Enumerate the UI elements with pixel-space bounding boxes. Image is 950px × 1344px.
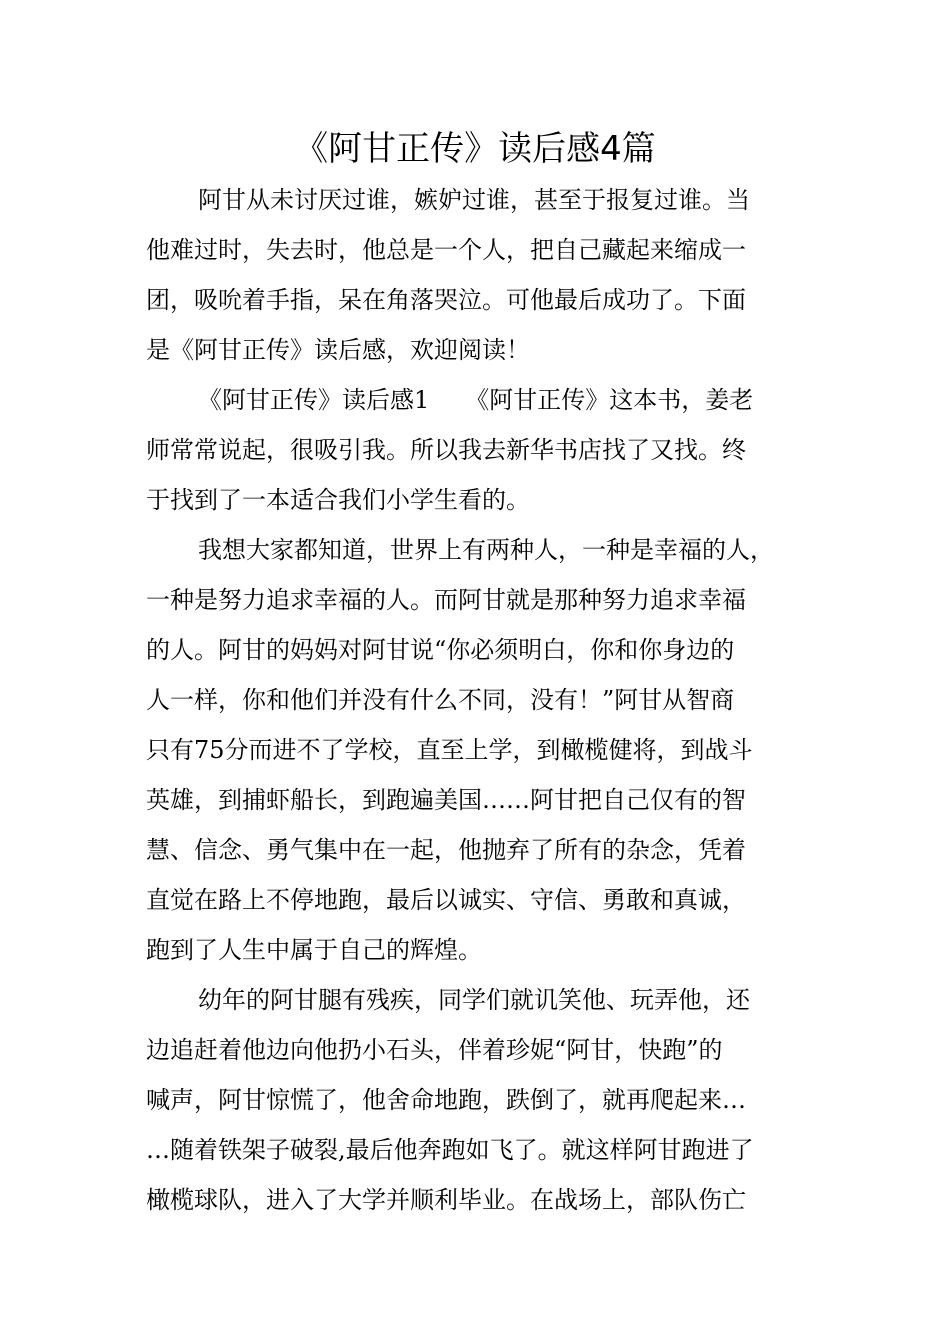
paragraph-line: 喊声，阿甘惊慌了，他舍命地跑，跌倒了，就再爬起来… [146,1086,746,1114]
paragraph-line: 《阿甘正传》读后感1 《阿甘正传》这本书，姜老 [198,386,754,414]
paragraph-line: 橄榄球队，进入了大学并顺利毕业。在战场上，部队伤亡 [146,1186,746,1214]
paragraph-line: 直觉在路上不停地跑，最后以诚实、守信、勇敢和真诚， [146,886,746,914]
paragraph-line: 英雄，到捕虾船长，到跑遍美国……阿甘把自己仅有的智 [146,786,746,814]
paragraph-line: 幼年的阿甘腿有残疾，同学们就讥笑他、玩弄他，还 [198,986,750,1014]
paragraph-line: 一种是努力追求幸福的人。而阿甘就是那种努力追求幸福 [146,586,746,614]
paragraph-line: 于找到了一本适合我们小学生看的。 [146,486,530,514]
paragraph-line: 只有75分而进不了学校，直至上学，到橄榄健将，到战斗 [146,736,753,764]
paragraph-line: 是《阿甘正传》读后感，欢迎阅读！ [146,336,530,364]
paragraph-line: 的人。阿甘的妈妈对阿甘说“你必须明白，你和你身边的 [146,636,735,664]
paragraph-line: 我想大家都知道，世界上有两种人，一种是幸福的人， [198,536,774,564]
paragraph-line: 人一样，你和他们并没有什么不同，没有！”阿甘从智商 [146,686,735,714]
document-title: 《阿甘正传》读后感4篇 [294,129,656,169]
paragraph-line: 跑到了人生中属于自己的辉煌。 [146,936,482,964]
paragraph-line: 团，吸吮着手指，呆在角落哭泣。可他最后成功了。下面 [146,286,746,314]
paragraph-line: 师常常说起，很吸引我。所以我去新华书店找了又找。终 [146,436,746,464]
paragraph-line: …随着铁架子破裂,最后他奔跑如飞了。就这样阿甘跑进了 [146,1136,754,1164]
paragraph-line: 阿甘从未讨厌过谁，嫉妒过谁，甚至于报复过谁。当 [198,186,750,214]
paragraph-line: 他难过时，失去时，他总是一个人，把自己藏起来缩成一 [146,236,746,264]
paragraph-line: 慧、信念、勇气集中在一起，他抛弃了所有的杂念，凭着 [146,836,746,864]
paragraph-line: 边追赶着他边向他扔小石头，伴着珍妮“阿甘，快跑”的 [146,1036,723,1064]
